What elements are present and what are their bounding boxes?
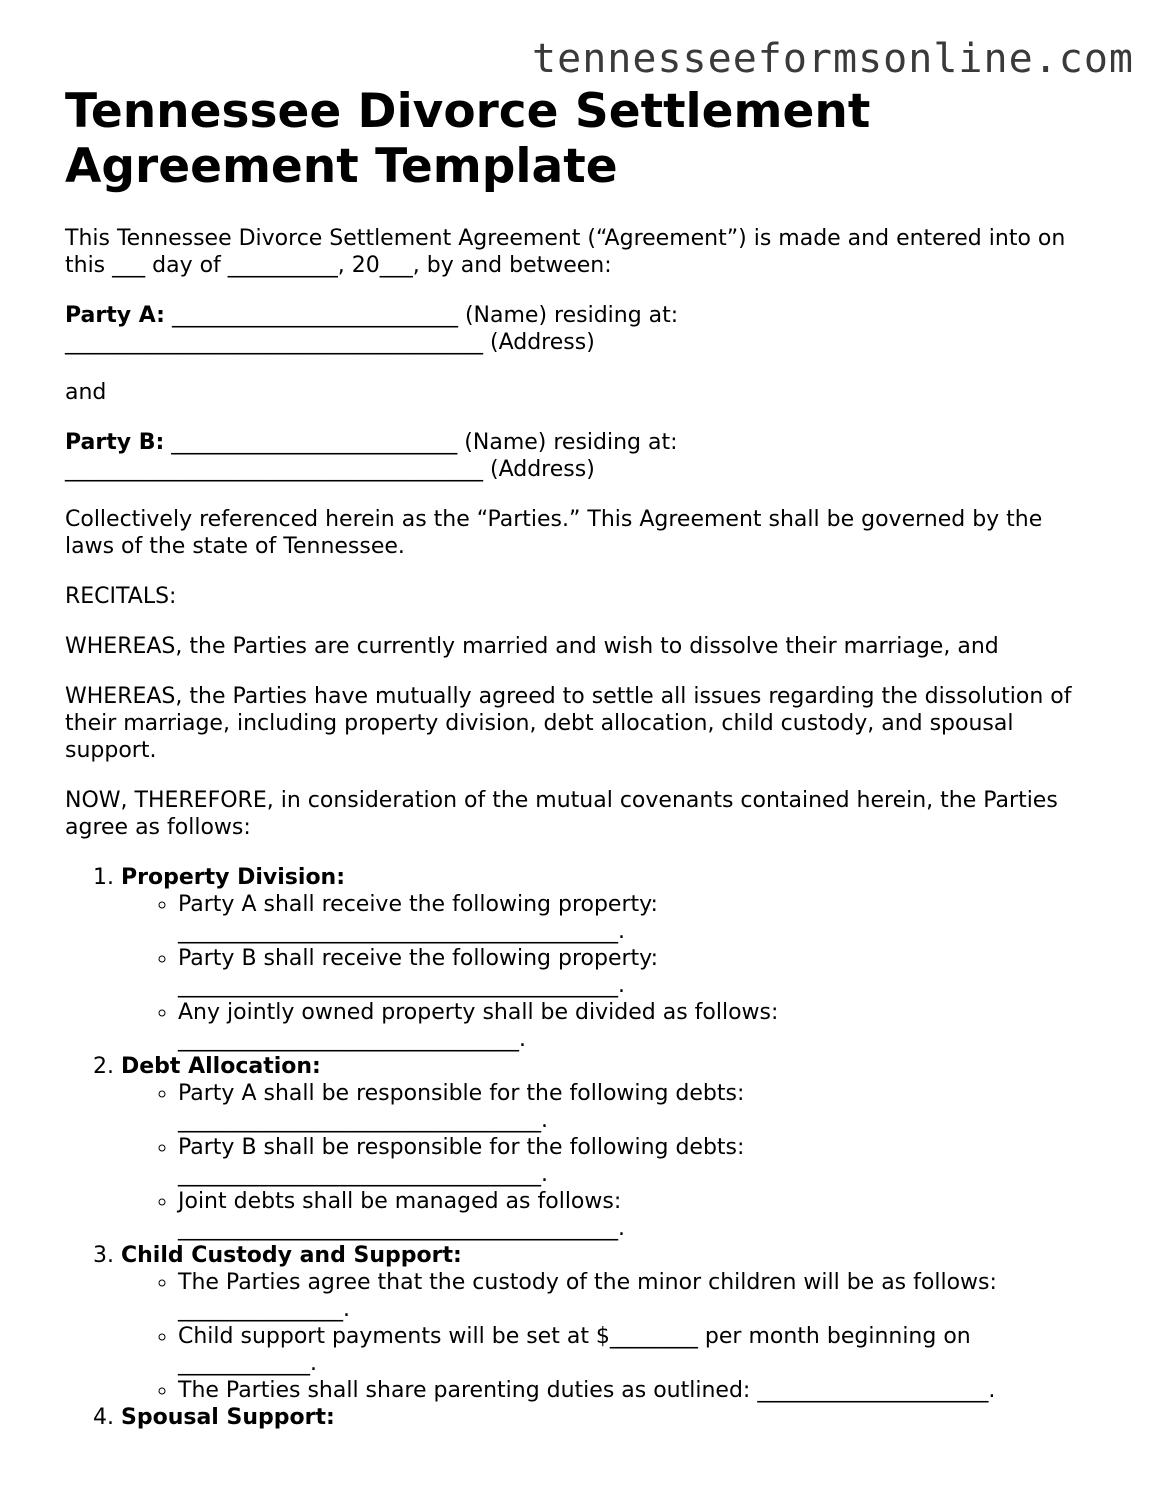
party-b-label: Party B:: [65, 430, 165, 455]
section-child-custody: [121, 1242, 1125, 1404]
watermark: tennesseeformsonline.com: [532, 36, 1134, 82]
title-line-1: Tennessee Divorce Settlement: [65, 84, 871, 139]
party-a-block: [65, 302, 1125, 356]
whereas-paragraph-1: WHEREAS, the Parties are currently married and wish to dissolve their marriage, and: [65, 634, 999, 659]
title-line-2: Agreement Template: [65, 139, 618, 194]
whereas2-line-1: WHEREAS, the Parties have mutually agreed to settle all issues regarding the dissolution of: [65, 684, 1072, 709]
recitals-heading: RECITALS:: [65, 584, 177, 609]
collective-line-2: laws of the state of Tennessee.: [65, 534, 405, 559]
sub-list: [121, 891, 1125, 1053]
list-item: ◦ Party A shall be responsible for the following debts: _________________________________.: [178, 1080, 1125, 1134]
list-item: ◦ Party A shall receive the following property: ________________________________________.: [178, 891, 1125, 945]
section-debt-allocation: [121, 1053, 1125, 1242]
section-title: Property Division:: [121, 865, 346, 890]
intro-line-1: This Tennessee Divorce Settlement Agreement (“Agreement”) is made and entered into on: [65, 226, 1066, 251]
list-item: ◦ Joint debts shall be managed as follows: ________________________________________.: [178, 1188, 1125, 1242]
list-item: ◦ Any jointly owned property shall be divided as follows: _______________________________.: [178, 999, 1125, 1053]
collective-paragraph: [65, 506, 1125, 560]
list-item: ◦ The Parties shall share parenting duties as outlined: _____________________.: [178, 1377, 1125, 1404]
list-item: ◦ Child support payments will be set at $________ per month beginning on ____________.: [178, 1323, 1125, 1377]
sub-list: [121, 1269, 1125, 1404]
whereas-paragraph-2: [65, 683, 1125, 764]
list-item: ◦ Party B shall receive the following property: ________________________________________.: [178, 945, 1125, 999]
party-a-name-line: __________________________ (Name) residing at:: [164, 303, 679, 328]
section-title: Child Custody and Support:: [121, 1243, 462, 1268]
party-a-label: Party A:: [65, 303, 165, 328]
section-title: Debt Allocation:: [121, 1054, 321, 1079]
list-item: ◦ The Parties agree that the custody of the minor children will be as follows: _______________.: [178, 1269, 1125, 1323]
and-text: and: [65, 380, 107, 405]
whereas2-line-2: their marriage, including property division, debt allocation, child custody, and spousal: [65, 711, 1014, 736]
party-b-block: [65, 429, 1125, 483]
document-title: [65, 84, 1125, 194]
party-b-address-line: ______________________________________ (Address): [65, 457, 595, 482]
section-spousal-support: [121, 1404, 1125, 1431]
document-page: [65, 84, 1125, 1431]
whereas2-line-3: support.: [65, 738, 157, 763]
party-b-name-line: __________________________ (Name) residing at:: [164, 430, 678, 455]
section-title: Spousal Support:: [121, 1405, 335, 1430]
now-therefore-paragraph: [65, 787, 1125, 841]
list-item: ◦ Party B shall be responsible for the following debts: _________________________________.: [178, 1134, 1125, 1188]
section-property-division: [121, 864, 1125, 1053]
sub-list: [121, 1080, 1125, 1242]
intro-line-2: this ___ day of __________, 20___, by and between:: [65, 253, 612, 278]
terms-list: [65, 864, 1125, 1431]
now-line-1: NOW, THEREFORE, in consideration of the mutual covenants contained herein, the Parties: [65, 788, 1058, 813]
intro-paragraph: [65, 225, 1125, 279]
collective-line-1: Collectively referenced herein as the “Parties.” This Agreement shall be governed by the: [65, 507, 1043, 532]
party-a-address-line: ______________________________________ (Address): [65, 330, 595, 355]
now-line-2: agree as follows:: [65, 815, 251, 840]
